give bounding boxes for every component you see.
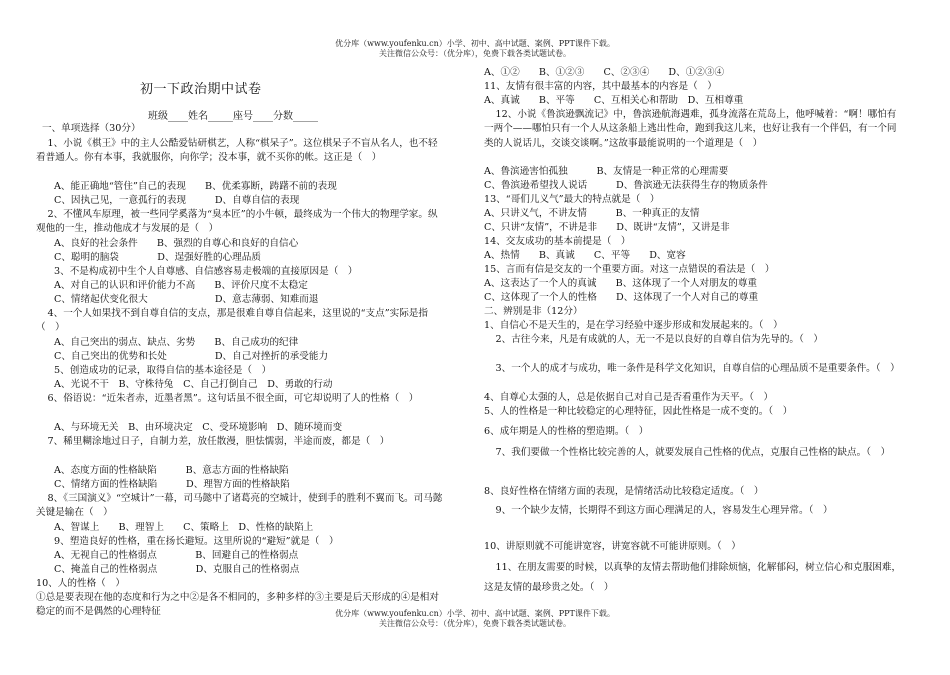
question-11-options: A、真诚 B、平等 C、互相关心和帮助 D、互相尊重: [484, 95, 744, 106]
section-heading: 一、单项选择（30分）: [42, 123, 141, 134]
question-7-options-ab: A、态度方面的性格缺陷 B、意志方面的性格缺陷: [54, 465, 289, 476]
judgement-6: 6、成年期是人的性格的塑造期。（ ）: [484, 426, 649, 437]
question-12-options-cd: C、鲁滨逊希望找人说话 D、鲁滨逊无法获得生存的物质条件: [484, 180, 768, 191]
question-11: 11、友情有很丰富的内容，其中最基本的内容是（ ）: [484, 81, 717, 92]
header-line-2: 关注微信公众号：（优分库），免费下载各类试题试卷。: [379, 49, 571, 58]
question-7-options-cd: C、情绪方面的性格缺陷 D、理智方面的性格缺陷: [54, 479, 290, 490]
judgement-11: 11、在朋友需要的时候，以真挚的友情去帮助他们排除烦恼，化解郁闷，树立信心和克服困难，这是友情的最珍贵之处。（ ）: [484, 562, 902, 593]
question-4-options-ab: A、自己突出的弱点、缺点、劣势 B、自己成功的纪律: [54, 337, 299, 348]
question-13: 13、“哥们儿义气”最大的特点就是（ ）: [484, 194, 660, 205]
judgement-7: 7、我们要做一个性格比较完善的人，就要发展自己性格的优点，克服自己性格的缺点。（ ）: [495, 447, 891, 458]
question-8-options: A、智谋上 B、理智上 C、策略上 D、性格的缺陷上: [54, 522, 314, 533]
question-1: 1、小说《棋王》中的主人公酷爱钻研棋艺，人称“棋呆子”。这位棋呆子不盲从名人，也不轻看普通人。你有本事，我就服你，向你学；没本事，就不买你的帐。这正是（ ）: [36, 138, 438, 164]
question-4-options-cd: C、自己突出的优势和长处 D、自己对挫折的承受能力: [54, 351, 329, 362]
question-2: 2、不懂风车原理，被一些同学奚落为“臭本匠”的小牛顿，最终成为一个伟大的物理学家。纵观他的一生，推动他成才与发展的是（ ）: [36, 209, 438, 235]
student-info-line: 班级____姓名_____座号____分数_____: [148, 111, 318, 122]
question-9-options-cd: C、掩盖自己的性格弱点 D、克服自己的性格弱点: [54, 564, 300, 575]
question-6-options: A、与环境无关 B、由环境决定 C、受环境影响 D、随环境而变: [54, 422, 343, 433]
judgement-8: 8、良好性格在情绪方面的表现，是情绪活动比较稳定适度。（ ）: [484, 486, 764, 497]
judgement-9: 9、一个缺少友情，长期得不到这方面心理满足的人，容易发生心理异常。（ ）: [495, 505, 833, 516]
question-3-options-ab: A、对自己的认识和评价能力不高 B、评价尺度不太稳定: [54, 280, 308, 291]
judgement-10: 10、讲原则就不可能讲宽容，讲宽容就不可能讲原则。（ ）: [484, 541, 741, 552]
question-8: 8、《三国演义》“空城计”一幕，司马懿中了诸葛亮的空城计，使到手的胜利不翼而飞。司马懿关键是输在（ ）: [36, 493, 443, 519]
question-4: 4、一个人如果找不到自尊自信的支点，那是很难自尊自信起来，这里说的“支点”实际是指（ ）: [36, 308, 428, 334]
question-9: 9、塑造良好的性格，重在扬长避短。这里所说的“避短”就是（ ）: [54, 536, 339, 547]
question-3-options-cd: C、情绪起伏变化很大 D、意志薄弱、知难而退: [54, 294, 319, 305]
question-1-options-ab: A、能正确地“管住”自己的表现 B、优柔寡断，踌躇不前的表现: [54, 181, 337, 192]
judgement-3: 3、一个人的成才与成功，唯一条件是科学文化知识，自尊自信的心理品质不是重要条件。（ ）: [495, 363, 900, 374]
question-3: 3、不是构成初中生个人自尊感、自信感容易走极端的直接原因是（ ）: [54, 266, 358, 277]
judgement-5: 5、人的性格是一种比较稳定的心理特征，因此性格是一成不变的。（ ）: [484, 406, 793, 417]
question-10-statements: ①总是要表现在他的态度和行为之中②是各不相同的，多种多样的③主要是后天形成的④是相对稳定的而不是偶然的心理特征: [36, 592, 439, 618]
footer-line-2: 关注微信公众号：（优分库），免费下载各类试题试卷。: [379, 619, 571, 628]
question-14: 14、交友成功的基本前提是（ ）: [484, 236, 631, 247]
page-footer: [0, 609, 950, 629]
question-13-options-cd: C、只讲“友情”，不讲是非 D、既讲“友情”，又讲是非: [484, 222, 730, 233]
judgement-1: 1、自信心不是天生的，是在学习经验中逐步形成和发展起来的。（ ）: [484, 320, 783, 331]
question-14-options: A、热情 B、真诚 C、平等 D、宽容: [484, 250, 686, 261]
question-12-options-ab: A、鲁滨逊害怕孤独 B、友情是一种正常的心理需要: [484, 166, 729, 177]
question-6: 6、俗语说：“近朱者赤，近墨者黑”。这句话虽不很全面，可它却说明了人的性格（ ）: [47, 393, 419, 404]
question-5-options: A、光说不干 B、守株待兔 C、自己打倒自己 D、勇敢的行动: [54, 379, 333, 390]
question-10: 10、人的性格（ ）: [36, 578, 125, 589]
question-9-options-ab: A、无视自己的性格弱点 B、回避自己的性格弱点: [54, 550, 299, 561]
question-12: 12、小说《鲁滨逊飘流记》中，鲁滨逊航海遇难，孤身流落在荒岛上，他呼喊着：“啊！哪怕有一两个——哪怕只有一个人从这条船上逃出性命，跑到我这儿来，也好让我有一个伴侣，有一个同类的人说话儿，交谈交谈啊。”这故事最能说明的一个道理是（ ）: [484, 109, 897, 149]
question-15-options-cd: C、这体现了一个人的性格 D、这体现了一个人对自己的尊重: [484, 292, 759, 303]
document-title: 初一下政治期中试卷: [140, 82, 262, 97]
question-15: 15、言而有信是交友的一个重要方面。对这一点错误的看法是（ ）: [484, 264, 775, 275]
judgement-2: 2、古往今来，凡是有成就的人，无一不是以良好的自尊自信为先导的。（ ）: [495, 334, 824, 345]
question-7: 7、稀里糊涂地过日子，自制力差，放任散漫，胆怯懦弱，半途而废，都是（ ）: [47, 436, 390, 447]
question-1-options-cd: C、因执己见，一意孤行的表现 D、自尊自信的表现: [54, 195, 300, 206]
question-10-options: A、①② B、①②③ C、②③④ D、①②③④: [484, 67, 725, 78]
judgement-4: 4、自尊心太强的人，总是依据自己对自己是否看重作为天平。（ ）: [484, 392, 774, 403]
header-line-1: 优分库（www.youfenku.cn）小学、初中、高中试题、案例、PPT课件下载。: [335, 39, 615, 48]
question-5: 5、创造成功的记录，取得自信的基本途径是（ ）: [54, 365, 272, 376]
footer-line-1: 优分库（www.youfenku.cn）小学、初中、高中试题、案例、PPT课件下载。: [335, 609, 615, 618]
question-2-options-ab: A、良好的社会条件 B、强烈的自尊心和良好的自信心: [54, 238, 299, 249]
question-2-options-cd: C、聪明的脑袋 D、逞强好胜的心理品质: [54, 252, 261, 263]
question-13-options-ab: A、只讲义气，不讲友情 B、一种真正的友情: [484, 208, 700, 219]
question-15-options-ab: A、这表达了一个人的真诚 B、这体现了一个人对朋友的尊重: [484, 278, 758, 289]
page-header: [0, 39, 950, 59]
section-heading: 二、辨别是非（12分）: [484, 306, 583, 317]
